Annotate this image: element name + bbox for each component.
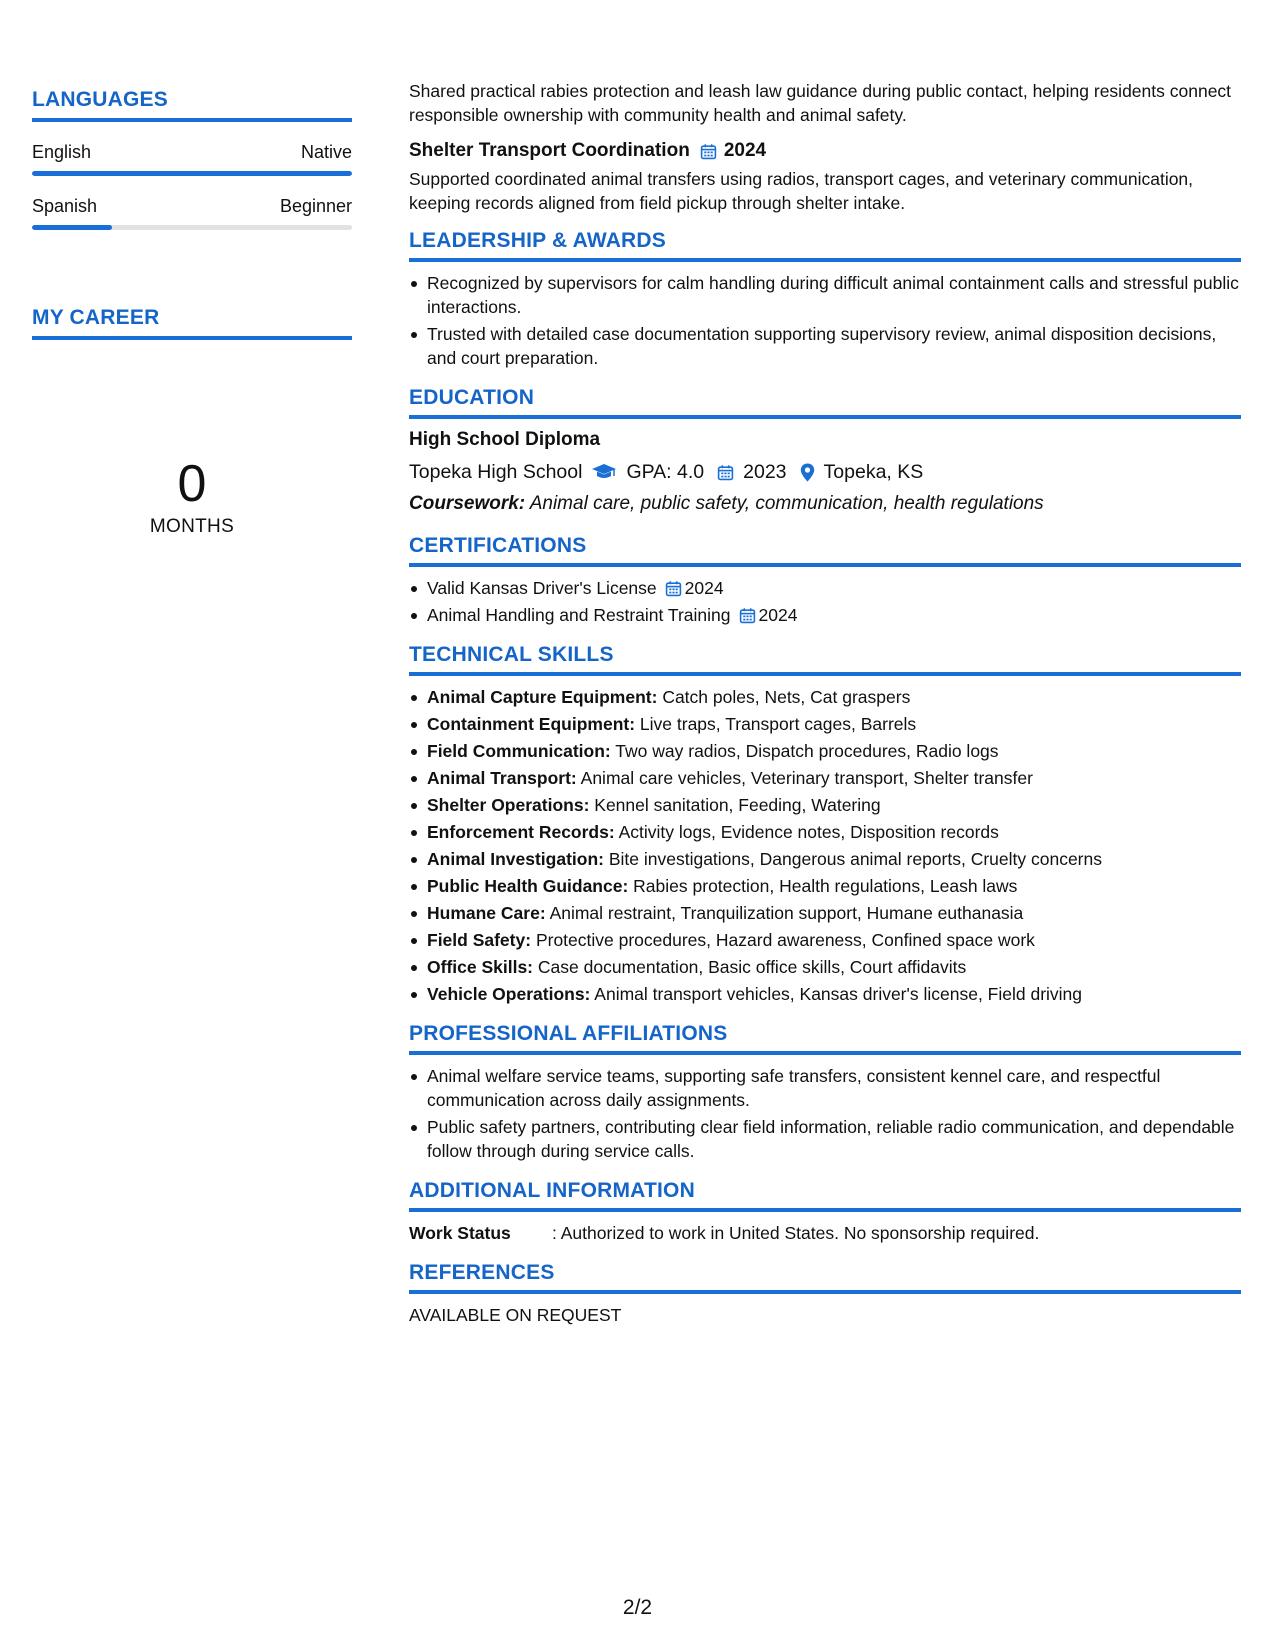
language-name: English: [32, 142, 92, 162]
skill-item: [409, 739, 1241, 763]
graduation-cap-icon: [591, 463, 617, 481]
certification-name: Animal Handling and Restraint Training: [427, 605, 731, 625]
skill-value: Animal restraint, Tranquilization support, Humane euthanasia: [549, 903, 1024, 923]
language-level: Native: [300, 142, 352, 162]
language-entry: [32, 196, 352, 230]
list-item: Animal welfare service teams, supporting safe transfers, consistent kennel care, and respectful communication across daily assignments.: [409, 1064, 1241, 1112]
career-heading: MY CAREER: [32, 306, 352, 340]
affiliations-heading: PROFESSIONAL AFFILIATIONS: [409, 1022, 1241, 1055]
education-coursework: [409, 492, 1241, 516]
certifications-list: [409, 576, 1241, 627]
calendar-icon: [700, 143, 717, 160]
skill-label: Animal Investigation:: [427, 849, 604, 869]
skill-item: [409, 955, 1241, 979]
left-column: [32, 88, 352, 538]
calendar-icon: [665, 580, 682, 597]
list-item: [409, 576, 1241, 600]
skill-label: Animal Capture Equipment:: [427, 687, 658, 707]
technical-skills-heading: TECHNICAL SKILLS: [409, 643, 1241, 676]
education-gpa: GPA: 4.0: [626, 461, 705, 483]
project-date-text: 2024: [723, 140, 767, 161]
list-item: [409, 603, 1241, 627]
project-header: [409, 139, 1241, 163]
leadership-heading: LEADERSHIP & AWARDS: [409, 229, 1241, 262]
language-proficiency-bar: [32, 171, 352, 176]
skill-item: [409, 901, 1241, 925]
list-item: Public safety partners, contributing clear field information, reliable radio communication, and dependable follow through during service calls.: [409, 1115, 1241, 1163]
language-entry: [32, 142, 352, 176]
education-year: 2023: [743, 461, 787, 483]
skill-value: Catch poles, Nets, Cat graspers: [662, 687, 911, 707]
education-location: Topeka, KS: [823, 461, 924, 483]
education-heading: EDUCATION: [409, 386, 1241, 419]
skill-item: [409, 982, 1241, 1006]
work-status-label: Work Status: [409, 1223, 511, 1243]
skill-value: Animal care vehicles, Veterinary transport, Shelter transfer: [580, 768, 1033, 788]
skill-value: Case documentation, Basic office skills, Court affidavits: [537, 957, 967, 977]
skill-label: Animal Transport:: [427, 768, 577, 788]
skill-item: [409, 847, 1241, 871]
leadership-list: [409, 271, 1241, 370]
references-text: AVAILABLE ON REQUEST: [409, 1305, 622, 1325]
skill-value: Live traps, Transport cages, Barrels: [639, 714, 917, 734]
certification-date: 2024: [758, 605, 798, 625]
skill-label: Field Communication:: [427, 741, 611, 761]
skill-item: [409, 793, 1241, 817]
skill-item: [409, 928, 1241, 952]
language-level: Beginner: [279, 196, 352, 216]
map-pin-icon: [800, 463, 815, 482]
language-proficiency-bar: [32, 225, 352, 230]
skill-value: Kennel sanitation, Feeding, Watering: [594, 795, 881, 815]
skill-label: Vehicle Operations:: [427, 984, 591, 1004]
skill-value: Protective procedures, Hazard awareness, Confined space work: [535, 930, 1035, 950]
career-value: 0: [177, 455, 207, 513]
career-unit: MONTHS: [149, 516, 235, 537]
references-heading: REFERENCES: [409, 1261, 1241, 1294]
right-column: [409, 79, 1241, 1327]
skill-label: Containment Equipment:: [427, 714, 636, 734]
calendar-icon: [739, 607, 756, 624]
language-proficiency-fill: [32, 171, 352, 176]
skill-value: Rabies protection, Health regulations, Leash laws: [633, 876, 1018, 896]
career-duration: [32, 455, 352, 538]
additional-info-heading: ADDITIONAL INFORMATION: [409, 1179, 1241, 1212]
skill-label: Shelter Operations:: [427, 795, 590, 815]
skill-label: Public Health Guidance:: [427, 876, 629, 896]
skill-label: Enforcement Records:: [427, 822, 615, 842]
language-name: Spanish: [32, 196, 98, 216]
language-proficiency-fill: [32, 225, 112, 230]
skill-value: Activity logs, Evidence notes, Disposition records: [618, 822, 999, 842]
languages-heading: LANGUAGES: [32, 88, 352, 122]
work-status-value: : Authorized to work in United States. No sponsorship required.: [552, 1223, 1040, 1243]
certification-date: 2024: [684, 578, 724, 598]
technical-skills-list: [409, 685, 1241, 1006]
coursework-label: Coursework:: [409, 493, 526, 514]
list-item: Trusted with detailed case documentation supporting supervisory review, animal disposition decisions, and court preparation.: [409, 322, 1241, 370]
skill-value: Animal transport vehicles, Kansas driver's license, Field driving: [594, 984, 1083, 1004]
project-intro-text: Shared practical rabies protection and leash law guidance during public contact, helping residents connect responsible ownership with community health and animal safety.: [409, 81, 1232, 125]
skill-label: Field Safety:: [427, 930, 532, 950]
affiliations-list: [409, 1064, 1241, 1163]
skill-item: [409, 820, 1241, 844]
certifications-heading: CERTIFICATIONS: [409, 534, 1241, 567]
project-description: Supported coordinated animal transfers using radios, transport cages, and veterinary communication, keeping records aligned from field pickup through shelter intake.: [409, 169, 1194, 213]
list-item: Recognized by supervisors for calm handling during difficult animal containment calls and stressful public interactions.: [409, 271, 1241, 319]
project-date: [700, 139, 766, 163]
skill-label: Humane Care:: [427, 903, 546, 923]
page-number: 2/2: [622, 1596, 653, 1619]
skill-item: [409, 685, 1241, 709]
coursework-text: Animal care, public safety, communication, health regulations: [529, 493, 1044, 514]
education-school: Topeka High School: [409, 461, 583, 483]
skill-item: [409, 766, 1241, 790]
skill-value: Bite investigations, Dangerous animal reports, Cruelty concerns: [608, 849, 1102, 869]
education-details: [409, 460, 1241, 484]
work-status-row: [409, 1221, 1241, 1245]
project-title: Shelter Transport Coordination: [409, 140, 690, 161]
calendar-icon: [717, 464, 734, 481]
skill-item: [409, 874, 1241, 898]
education-degree: High School Diploma: [409, 429, 601, 450]
certification-name: Valid Kansas Driver's License: [427, 578, 657, 598]
skill-item: [409, 712, 1241, 736]
skill-label: Office Skills:: [427, 957, 534, 977]
skill-value: Two way radios, Dispatch procedures, Radio logs: [615, 741, 999, 761]
